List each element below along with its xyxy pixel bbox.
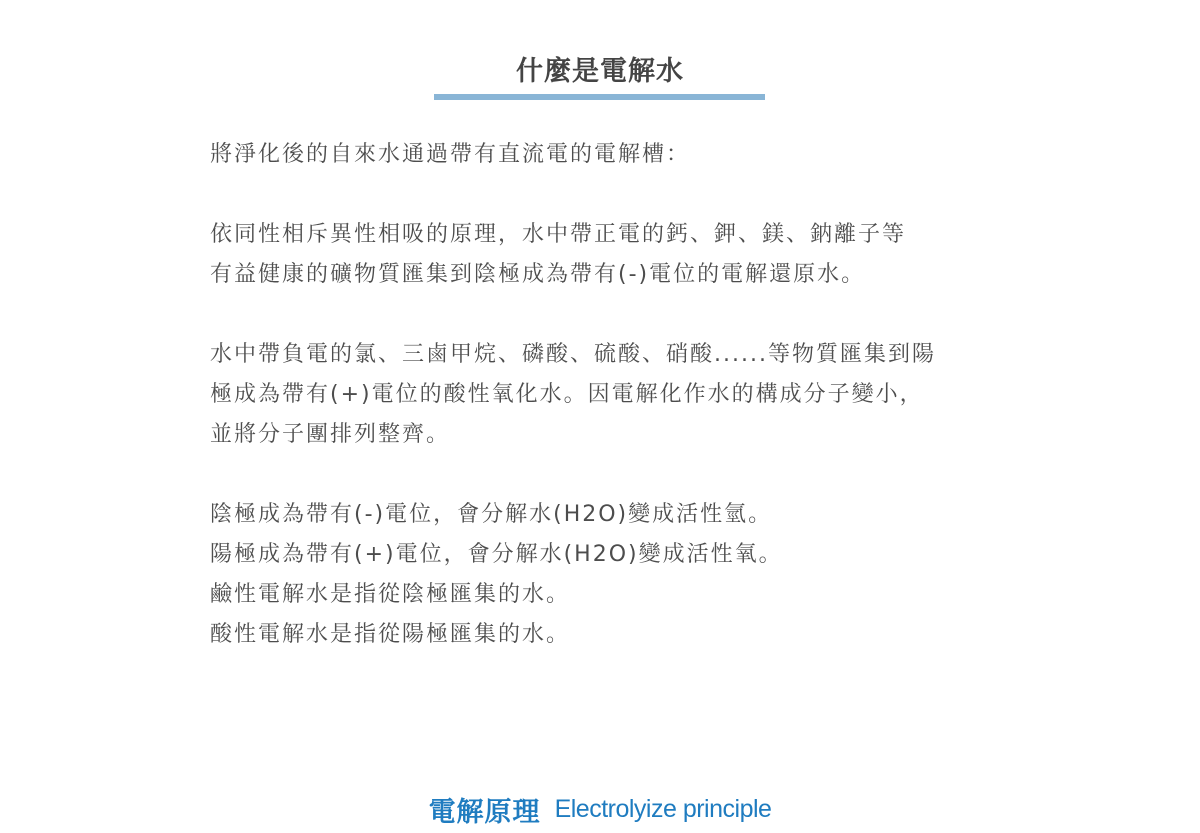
paragraph-anode-description [210, 335, 1010, 455]
paragraph-line: 鹼性電解水是指從陰極匯集的水。 [210, 582, 571, 607]
section-heading-electrolysis-principle [0, 790, 1200, 829]
paragraph-line: 陽極成為帶有(+)電位，會分解水(H2O)變成活性氧。 [210, 542, 783, 567]
paragraph-summary [210, 495, 1010, 655]
title-underline [434, 94, 765, 100]
paragraph-line: 依同性相斥異性相吸的原理，水中帶正電的鈣、鉀、鎂、鈉離子等 [210, 222, 907, 247]
paragraph-line: 酸性電解水是指從陽極匯集的水。 [210, 622, 571, 647]
paragraph-cathode-description [210, 215, 1010, 295]
paragraph-line: 有益健康的礦物質匯集到陰極成為帶有(-)電位的電解還原水。 [210, 262, 866, 287]
paragraph-line: 並將分子團排列整齊。 [210, 422, 451, 447]
paragraph-line: 將淨化後的自來水通過帶有直流電的電解槽： [210, 142, 691, 167]
section-heading-cn: 電解原理 [428, 797, 541, 828]
content-body [210, 135, 1010, 695]
paragraph-line: 水中帶負電的氯、三鹵甲烷、磷酸、硫酸、硝酸......等物質匯集到陽 [210, 342, 936, 367]
page-title: 什麼是電解水 [516, 56, 684, 87]
section-heading-en: Electrolyize principle [554, 795, 772, 823]
paragraph-line: 極成為帶有(+)電位的酸性氧化水。因電解化作水的構成分子變小， [210, 382, 924, 407]
title-wrap [0, 52, 1200, 92]
paragraph-intro [210, 135, 1010, 175]
paragraph-line: 陰極成為帶有(-)電位，會分解水(H2O)變成活性氫。 [210, 502, 773, 527]
